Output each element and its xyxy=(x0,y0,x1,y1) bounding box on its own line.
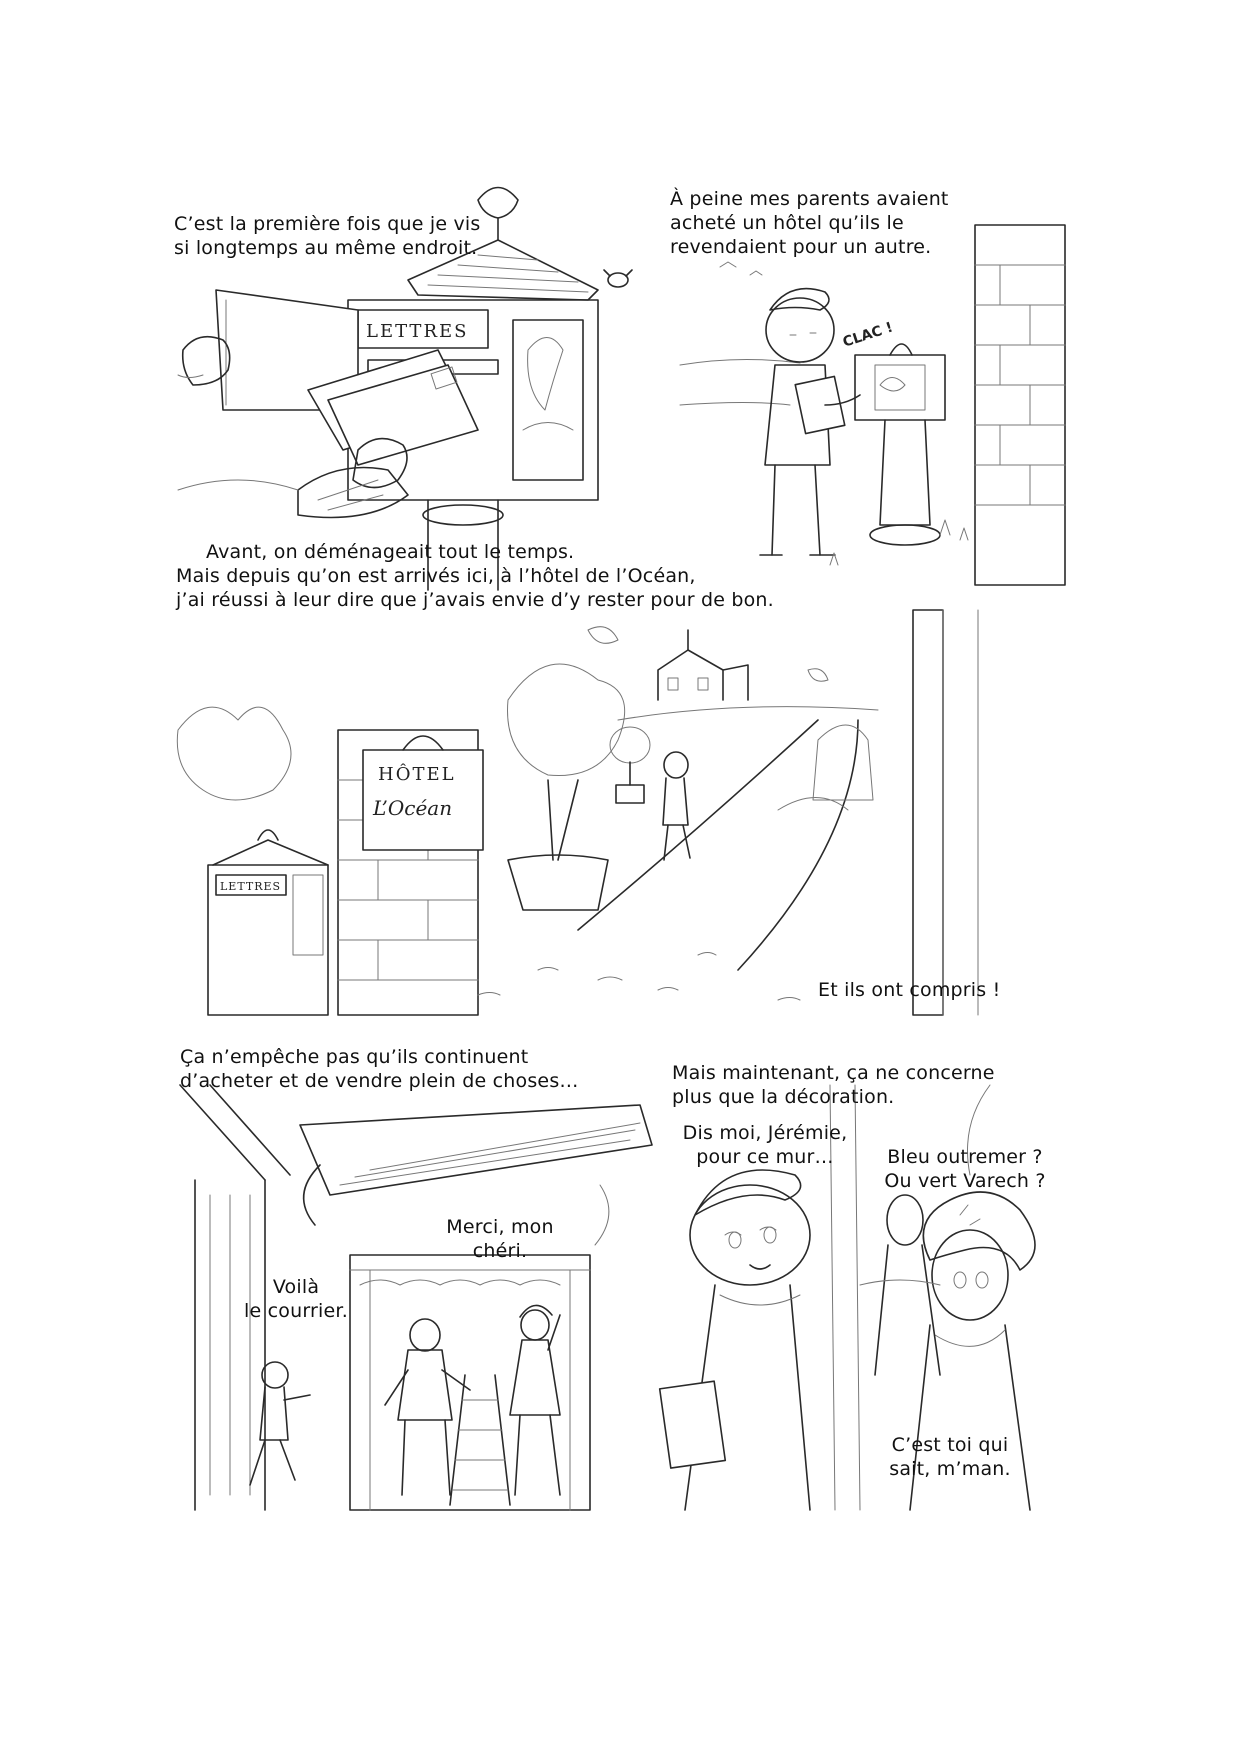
caption-they-understood: Et ils ont compris ! xyxy=(818,979,1001,1001)
panel-2-boy-mailbox xyxy=(670,188,1065,590)
sign-hotel: HÔTEL xyxy=(378,764,456,785)
sfx-clac: CLAC ! xyxy=(840,319,895,351)
sign-ocean: L’Océan xyxy=(373,796,453,820)
sign-lettres: LETTRES xyxy=(366,321,469,342)
panel-3-hotel-view xyxy=(176,565,1063,1015)
caption-moving-always: Avant, on déménageait tout le temps. xyxy=(206,541,575,563)
panel-5-decoration xyxy=(660,1062,1065,1510)
caption-decoration: Mais maintenant, ça ne concerne plus que la décoration. xyxy=(672,1062,995,1108)
caption-buy-sell: Ça n’empêche pas qu’ils continuent d’acheter et de vendre plein de choses… xyxy=(180,1046,579,1092)
bubble-bleu-outremer: Bleu outremer ? Ou vert Varech ? xyxy=(884,1146,1046,1192)
caption-first-time: C’est la première fois que je vis si longtemps au même endroit. xyxy=(174,213,481,259)
caption-parents-hotel: À peine mes parents avaient acheté un hôtel qu’ils le revendaient pour un autre. xyxy=(670,188,949,258)
panel-3-artwork xyxy=(178,610,1063,1015)
bubble-cest-toi: C’est toi qui sait, m’man. xyxy=(889,1434,1011,1480)
bubble-merci: Merci, mon chéri. xyxy=(446,1216,554,1262)
bubble-dis-moi-jeremie: Dis moi, Jérémie, pour ce mur… xyxy=(682,1122,848,1168)
sign-lettres-small: LETTRES xyxy=(220,880,282,893)
panel-4-workshop xyxy=(180,1046,652,1510)
bubble-voila-courrier: Voilà le courrier. xyxy=(244,1276,348,1322)
panel-2-artwork xyxy=(680,205,1065,590)
caption-arrived-here: Mais depuis qu’on est arrivés ici, à l’hôtel de l’Océan, j’ai réussi à leur dire que j’avais envie d’y rester pour de bon. xyxy=(176,565,774,611)
panel-1-mailbox xyxy=(174,160,666,590)
